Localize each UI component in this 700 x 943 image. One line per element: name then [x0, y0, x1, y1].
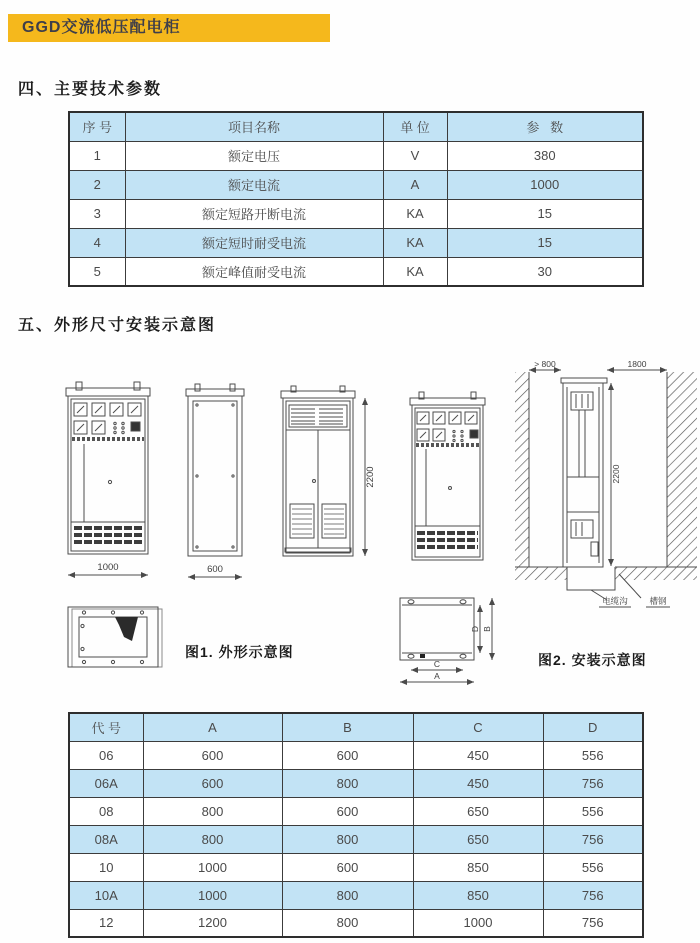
cable-trench-pit [567, 567, 615, 590]
table-cell: KA [383, 199, 447, 228]
table-cell: 08A [69, 825, 143, 853]
dim-label-wall-clearance: > 800 [534, 359, 556, 369]
right-wall-hatch [667, 372, 697, 567]
technical-drawings [0, 352, 700, 700]
table-row [69, 909, 643, 937]
table-cell: 650 [413, 797, 543, 825]
table-cell: 756 [543, 825, 643, 853]
table-cell: 800 [282, 825, 413, 853]
table-row [69, 257, 643, 286]
table-cell: 额定峰值耐受电流 [125, 257, 383, 286]
table-row [69, 170, 643, 199]
table-cell: 600 [282, 797, 413, 825]
table-row [69, 141, 643, 170]
table-cell: 15 [447, 199, 643, 228]
table-cell: 556 [543, 853, 643, 881]
table-row [69, 199, 643, 228]
table-cell: 06 [69, 741, 143, 769]
table-cell: 450 [413, 769, 543, 797]
table-cell: 800 [143, 825, 282, 853]
table-cell: 650 [413, 825, 543, 853]
table-row [69, 797, 643, 825]
cabinet-dimensions-table [68, 712, 644, 938]
left-wall-hatch [515, 372, 529, 567]
col-header-c: C [413, 713, 543, 741]
table-cell: 2 [69, 170, 125, 199]
table-cell: 756 [543, 769, 643, 797]
table-row [69, 853, 643, 881]
dim-label-b: B [482, 626, 492, 632]
table-cell: 756 [543, 881, 643, 909]
dim-label-side-width: 600 [207, 564, 223, 575]
dim-label-rear-height: 2200 [365, 466, 376, 488]
table-cell: 12 [69, 909, 143, 937]
floor-hatch-left [515, 567, 567, 580]
dim-label-install-height: 2200 [611, 464, 621, 484]
dim-label-front-width: 1000 [97, 562, 119, 573]
table-cell: 1000 [413, 909, 543, 937]
cabinet-rear-view-drawing [281, 386, 376, 556]
floor-hatch-right [615, 567, 697, 580]
rear-top-vents [291, 409, 345, 424]
table-header-row [69, 112, 643, 141]
col-header-b: B [282, 713, 413, 741]
channel-steel-label: 槽钢 [649, 596, 667, 606]
table-row [69, 228, 643, 257]
table-cell: KA [383, 257, 447, 286]
table-cell: 3 [69, 199, 125, 228]
table-cell: 1200 [143, 909, 282, 937]
fig2-mounting-drawing [400, 598, 492, 682]
table-cell: 08 [69, 797, 143, 825]
table-row [69, 881, 643, 909]
col-header-code: 代 号 [69, 713, 143, 741]
table-cell: 06A [69, 769, 143, 797]
col-header-a: A [143, 713, 282, 741]
section-heading-outline-install: 五、外形尺寸安装示意图 [18, 317, 217, 334]
table-cell: A [383, 170, 447, 199]
table-cell: 756 [543, 909, 643, 937]
instrument-panel [74, 403, 141, 434]
cabinet-front-view-drawing [66, 382, 150, 575]
table-cell: 600 [143, 741, 282, 769]
dim-label-span: 1800 [627, 359, 647, 369]
dim-label-a: A [434, 671, 440, 681]
fig1-outline-drawing [68, 607, 162, 667]
table-cell: 1 [69, 141, 125, 170]
table-cell: 5 [69, 257, 125, 286]
technical-params-table [68, 111, 644, 287]
table-cell: 1000 [143, 853, 282, 881]
table-cell: V [383, 141, 447, 170]
table-cell: 4 [69, 228, 125, 257]
cabinet-in-situ [561, 378, 607, 567]
table-cell: 额定电压 [125, 141, 383, 170]
col-header-index: 序 号 [69, 112, 125, 141]
table-cell: 850 [413, 853, 543, 881]
table-cell: 450 [413, 741, 543, 769]
table-row [69, 825, 643, 853]
col-header-item: 项目名称 [125, 112, 383, 141]
table-row [69, 769, 643, 797]
fig2-caption: 图2. 安装示意图 [538, 652, 647, 668]
table-cell: 15 [447, 228, 643, 257]
table-cell: 800 [282, 881, 413, 909]
dim-label-d: D [470, 625, 480, 633]
page-title-banner: GGD交流低压配电柜 [8, 14, 330, 42]
table-cell: 556 [543, 741, 643, 769]
fig1-caption: 图1. 外形示意图 [185, 644, 294, 660]
dark-wedge-shape [115, 617, 138, 641]
table-cell: 30 [447, 257, 643, 286]
table-cell: KA [383, 228, 447, 257]
table-cell: 380 [447, 141, 643, 170]
table-cell: 1000 [143, 881, 282, 909]
section-heading-technical-params: 四、主要技术参数 [18, 81, 163, 98]
table-row [69, 741, 643, 769]
installation-diagram [515, 359, 697, 607]
table-cell: 850 [413, 881, 543, 909]
dim-label-c: C [433, 659, 441, 669]
cable-trench-label: 电缆沟 [602, 596, 628, 606]
table-cell: 600 [143, 769, 282, 797]
table-cell: 额定短路开断电流 [125, 199, 383, 228]
table-cell: 800 [143, 797, 282, 825]
table-cell: 10A [69, 881, 143, 909]
cabinet-side-view-drawing [186, 384, 244, 577]
table-cell: 800 [282, 769, 413, 797]
table-cell: 额定电流 [125, 170, 383, 199]
col-header-value: 参 数 [447, 112, 643, 141]
table-cell: 556 [543, 797, 643, 825]
cabinet-front-view2-drawing [410, 392, 485, 560]
table-cell: 600 [282, 853, 413, 881]
col-header-unit: 单 位 [383, 112, 447, 141]
table-cell: 1000 [447, 170, 643, 199]
table-cell: 600 [282, 741, 413, 769]
table-cell: 额定短时耐受电流 [125, 228, 383, 257]
col-header-d: D [543, 713, 643, 741]
table-cell: 800 [282, 909, 413, 937]
instrument-panel [417, 412, 478, 442]
table-cell: 10 [69, 853, 143, 881]
table-header-row [69, 713, 643, 741]
